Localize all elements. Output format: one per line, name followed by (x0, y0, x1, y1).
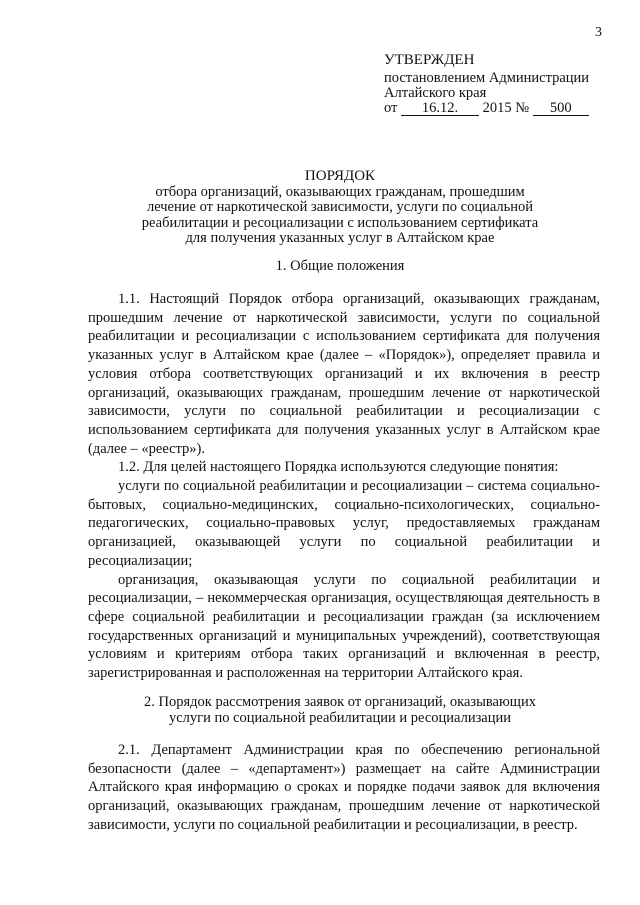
approval-date: 16.12. (401, 101, 479, 116)
approval-stamp (384, 52, 624, 116)
title-subtitle-line: реабилитации и ресоциализации с использованием сертификата (141, 214, 539, 231)
section-2-heading (90, 694, 590, 726)
approval-year: 2015 № (482, 100, 530, 116)
approval-line-2: Алтайского края (384, 85, 487, 101)
title-subtitle-line: отбора организаций, оказывающих гражданам, прошедшим (155, 184, 525, 200)
section-2-body (88, 741, 600, 835)
paragraph: услуги по социальной реабилитации и ресоциализации – система социально-бытовых, социально-медицинских, социально-психологических, социально-педагогических, социально-правовых услуг, предоставляемых гражданам организацией, оказывающей услуги по социальной реабилитации и ресоциализации; (88, 478, 600, 569)
title-main: ПОРЯДОК (304, 168, 376, 184)
section-2-heading-line: 2. Порядок рассмотрения заявок от организаций, оказывающих (144, 694, 536, 710)
title-subtitle-line: лечение от наркотической зависимости, услуги по социальной (146, 199, 534, 216)
paragraph: 1.2. Для целей настоящего Порядка используются следующие понятия: (118, 459, 559, 476)
document-title (100, 168, 580, 247)
section-2-heading-line: услуги по социальной реабилитации и ресоциализации (168, 710, 512, 726)
approval-date-line (384, 101, 624, 116)
page-number: 3 (595, 25, 602, 40)
paragraph: 1.1. Настоящий Порядок отбора организаций, оказывающих гражданам, прошедшим лечение от наркотической зависимости, услуги по социальной реабилитации и ресоциализации с использованием сертификата для получения указанных услуг в Алтайском крае (далее – «Порядок»), определяет правила и условия отбора соответствующих организаций и их включения в реестр организаций, оказывающих гражданам, прошедшим лечение от наркотической зависимости, услуги по социальной реабилитации и ресоциализации с использованием сертификата для получения указанных услуг в Алтайском крае (далее – «реестр»). (88, 291, 600, 457)
approval-number: 500 (533, 101, 589, 116)
paragraph: организация, оказывающая услуги по социальной реабилитации и ресоциализации, – некоммерческая организация, осуществляющая деятельность в сфере социальной реабилитации и ресоциализации граждан (за исключением государственных организаций и муниципальных учреждений), соответствующая условиям и критериям отбора таких организаций и включенная в реестр, зарегистрированная и расположенная на территории Алтайского края. (88, 571, 600, 682)
approval-heading: УТВЕРЖДЕН (384, 52, 475, 68)
approval-line-1: постановлением Администрации (384, 70, 590, 86)
date-prefix: от (384, 100, 398, 116)
paragraph: 2.1. Департамент Администрации края по обеспечению региональной безопасности (далее – «департамент») размещает на сайте Администрации Алтайского края информацию о сроках и порядке подачи заявок для включения организаций, оказывающих гражданам, прошедшим лечение от наркотической зависимости, услуги по социальной реабилитации и ресоциализации, в реестр. (88, 742, 600, 833)
section-1-heading: 1. Общие положения (275, 258, 405, 274)
section-1-body (88, 290, 600, 683)
title-subtitle-line: для получения указанных услуг в Алтайском крае (185, 230, 495, 247)
